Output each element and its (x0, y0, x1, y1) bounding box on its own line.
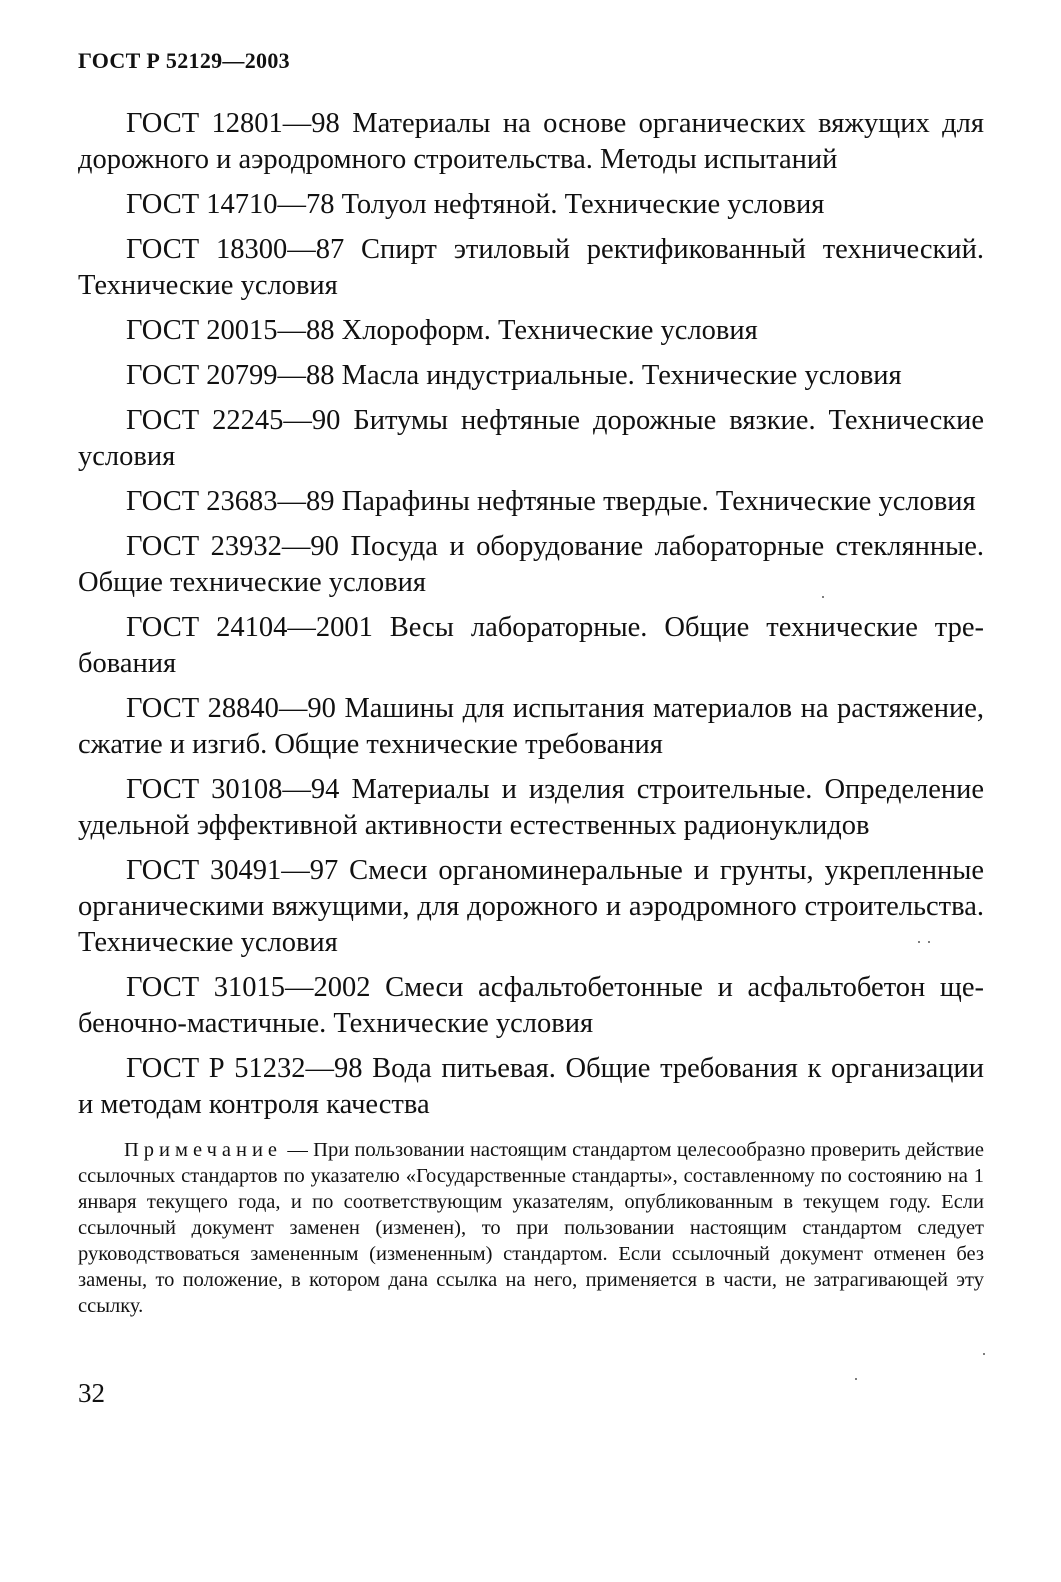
normative-references-list (78, 106, 984, 1132)
reference-item: ГОСТ 23683—89 Парафины нефтяные твердые. Технические условия (126, 486, 976, 517)
reference-item: ГОСТ 20799—88 Масла индустриальные. Технические условия (126, 360, 902, 391)
reference-item: ГОСТ 18300—87 Спирт этиловый ректификованный технический. Технические условия (78, 234, 984, 301)
reference-item: ГОСТ 28840—90 Машины для испытания материалов на растяжение, сжатие и изгиб. Общие технические требования (78, 693, 984, 760)
reference-item: ГОСТ 22245—90 Битумы нефтяные дорожные вязкие. Технические условия (78, 405, 984, 472)
scan-speck (855, 1378, 857, 1380)
reference-item: ГОСТ 31015—2002 Смеси асфальтобетонные и асфальтобетон щебеночно-мастичные. Технические условия (78, 972, 984, 1039)
scan-speck (918, 941, 920, 943)
reference-item: ГОСТ 30491—97 Смеси органоминеральные и грунты, укрепленные органическими вяжущими, для дорожного и аэродромного строительства. Технические условия (78, 855, 984, 958)
scan-speck (928, 941, 930, 943)
reference-item: ГОСТ 14710—78 Толуол нефтяной. Технические условия (126, 189, 825, 220)
note-label: Примечание (124, 1139, 283, 1161)
reference-item: ГОСТ 23932—90 Посуда и оборудование лабораторные стеклянные. Общие технические условия (78, 531, 984, 598)
reference-item: ГОСТ 24104—2001 Весы лабораторные. Общие технические требования (78, 612, 984, 679)
document-header-code: ГОСТ Р 52129—2003 (78, 48, 290, 73)
scan-speck (983, 1353, 985, 1355)
reference-item: ГОСТ 12801—98 Материалы на основе органических вяжущих для дорожного и аэродромного строительства. Методы испытаний (78, 108, 984, 175)
reference-item: ГОСТ 30108—94 Материалы и изделия строительные. Определение удельной эффективной активности естественных радионуклидов (78, 774, 984, 841)
page-number: 32 (78, 1378, 105, 1408)
note-text: — При пользовании настоящим стандартом целесообразно проверить действие ссылочных стандартов по указателю «Государственные стандарты», составленному по состоянию на 1 января текущего года, и по соответствующим указателям, опубликованным в текущем году. Если ссылочный документ заменен (изменен), то при пользовании настоящим стандартом следует руководствоваться замененным (измененным) стандартом. Если ссылочный документ отменен без замены, то положение, в котором дана ссылка на него, применяется в части, не затрагивающей эту ссылку. (78, 1139, 984, 1317)
note-block (78, 1137, 984, 1319)
scan-speck (822, 596, 824, 598)
reference-item: ГОСТ 20015—88 Хлороформ. Технические условия (126, 315, 758, 346)
reference-item: ГОСТ Р 51232—98 Вода питьевая. Общие требования к организации и методам контроля качества (78, 1053, 984, 1120)
